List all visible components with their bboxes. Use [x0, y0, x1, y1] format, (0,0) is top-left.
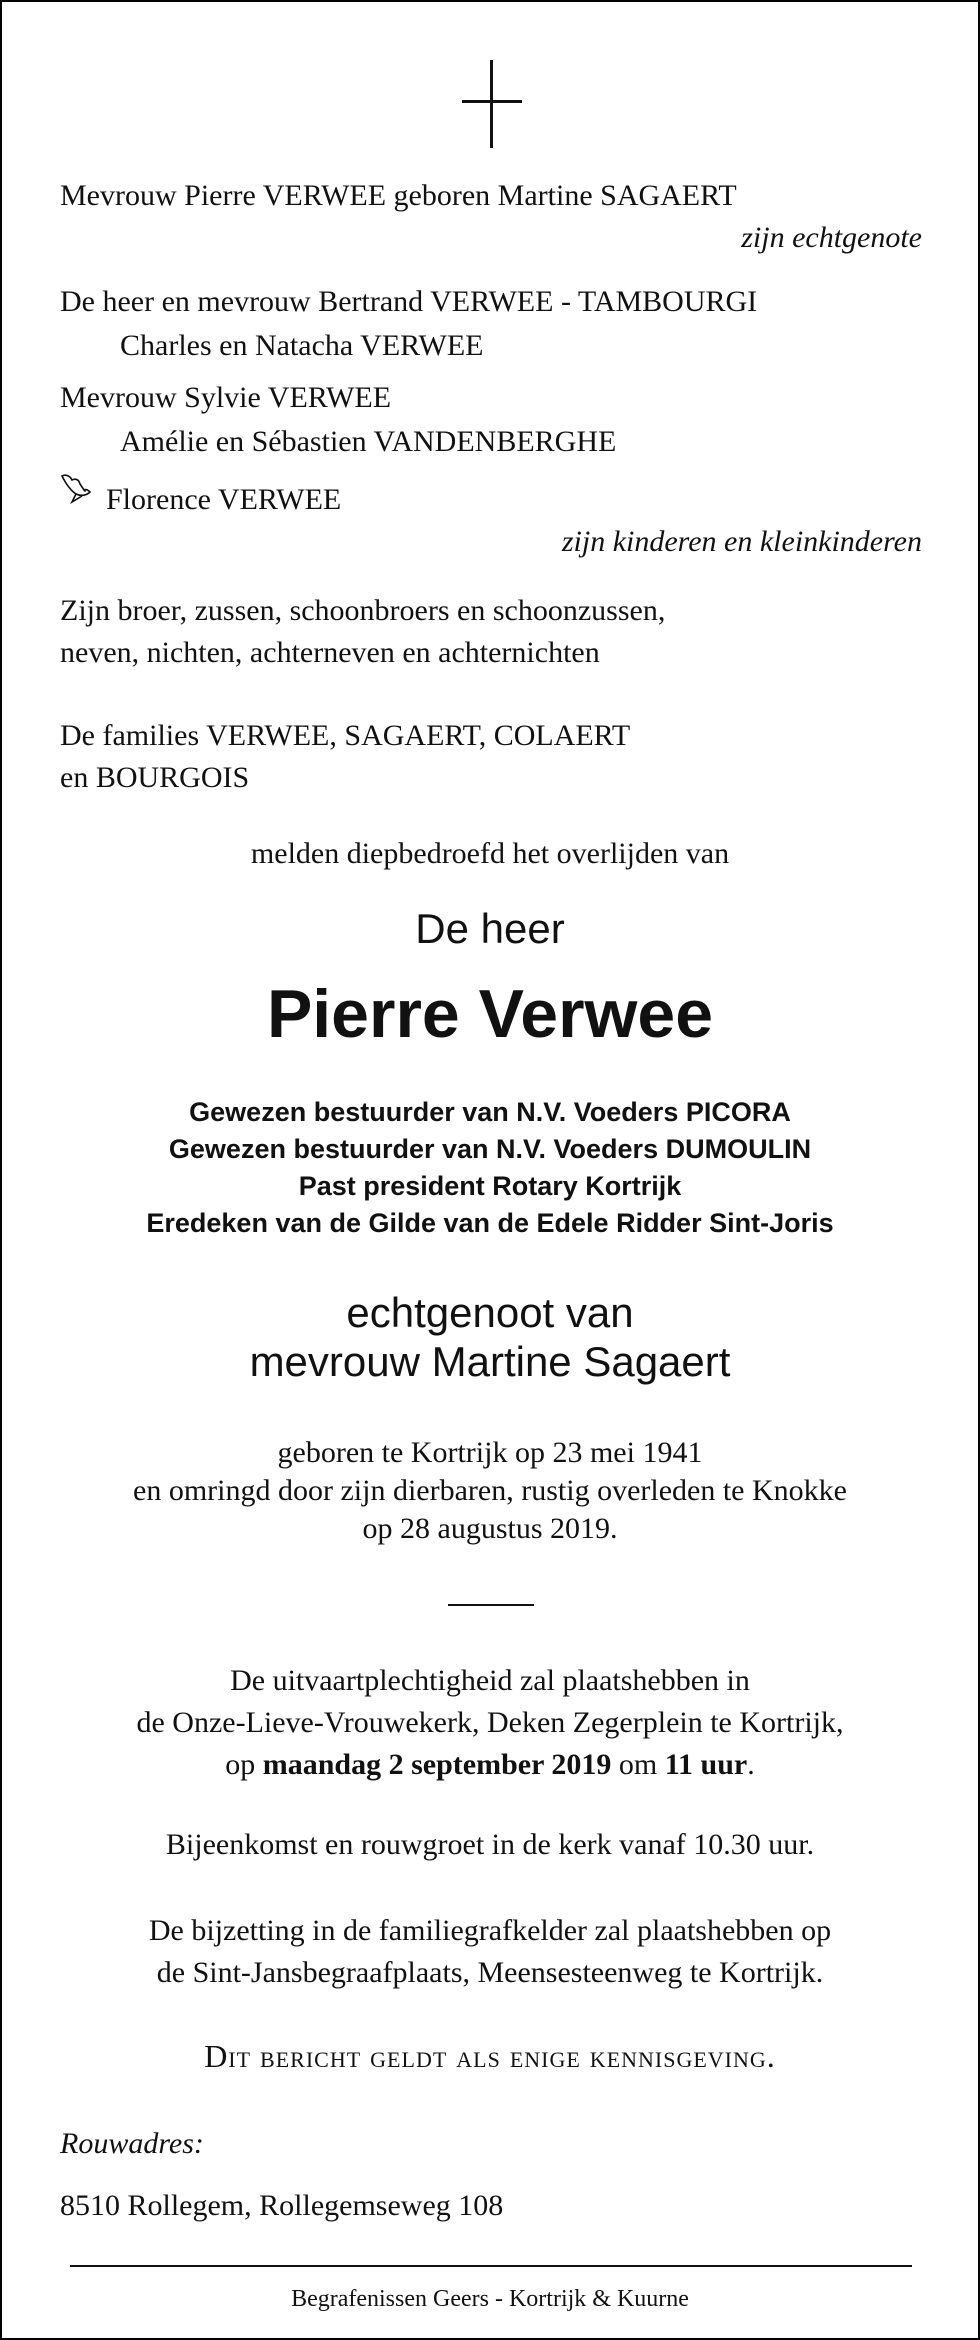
birth-line: geboren te Kortrijk op 23 mei 1941	[277, 1436, 703, 1469]
meeting-line: Bijeenkomst en rouwgroet in de kerk vanaf 10.30 uur.	[165, 1828, 815, 1861]
funeral-home: Begrafenissen Geers - Kortrijk & Kuurne	[291, 2286, 689, 2312]
function-4: Eredeken van de Gilde van de Edele Ridder Sint-Joris	[146, 1208, 834, 1238]
death-line-1: en omringd door zijn dierbaren, rustig overleden te Knokke	[133, 1474, 847, 1507]
address-line: 8510 Rollegem, Rollegemseweg 108	[60, 2189, 504, 2222]
cross-icon	[462, 60, 522, 148]
function-3: Past president Rotary Kortrijk	[298, 1171, 682, 1201]
function-1: Gewezen bestuurder van N.V. Voeders PICORA	[189, 1097, 791, 1127]
family-child-1: De heer en mevrouw Bertrand VERWEE - TAMBOURGI	[60, 285, 758, 318]
deceased-salutation: De heer	[415, 905, 565, 952]
ceremony-hour: 11 uur	[664, 1748, 748, 1781]
address-label: Rouwadres:	[60, 2127, 204, 2160]
families-line-1: De families VERWEE, SAGAERT, COLAERT	[60, 719, 631, 752]
notice-line: Dit bericht geldt als enige kennisgeving.	[204, 2038, 776, 2074]
ceremony-line-2: de Onze-Lieve-Vrouwekerk, Deken Zegerplein te Kortrijk,	[136, 1706, 844, 1739]
separator-rule	[448, 1604, 534, 1606]
function-2: Gewezen bestuurder van N.V. Voeders DUMOULIN	[168, 1134, 812, 1164]
wife-role: zijn echtgenote	[741, 221, 922, 254]
children-role: zijn kinderen en kleinkinderen	[561, 525, 922, 558]
footer-rule	[70, 2265, 912, 2267]
family-child-2: Mevrouw Sylvie VERWEE	[60, 381, 392, 414]
families-line-2: en BOURGOIS	[60, 761, 250, 794]
announcement: melden diepbedroefd het overlijden van	[250, 837, 730, 870]
ceremony-line-1: De uitvaartplechtigheid zal plaatshebben in	[230, 1664, 750, 1697]
death-line-2: op 28 augustus 2019.	[362, 1512, 618, 1545]
family-grandchildren-3: Florence VERWEE	[106, 483, 342, 516]
deceased-name: Pierre Verwee	[266, 976, 714, 1052]
siblings-line-1: Zijn broer, zussen, schoonbroers en schoonzussen,	[60, 594, 666, 627]
family-grandchildren-2: Amélie en Sébastien VANDENBERGHE	[120, 425, 617, 458]
burial-line-2: de Sint-Jansbegraafplaats, Meensesteenweg te Kortrijk.	[156, 1956, 824, 1989]
spouse-line-2: mevrouw Martine Sagaert	[249, 1338, 731, 1385]
dove-icon	[58, 470, 94, 506]
family-wife: Mevrouw Pierre VERWEE geboren Martine SAGAERT	[60, 179, 737, 212]
spouse-line-1: echtgenoot van	[346, 1289, 634, 1336]
ceremony-line-3: op maandag 2 september 2019 om 11 uur.	[225, 1748, 755, 1781]
ceremony-date: maandag 2 september 2019	[262, 1748, 612, 1781]
family-grandchildren-1: Charles en Natacha VERWEE	[120, 329, 484, 362]
burial-line-1: De bijzetting in de familiegrafkelder zal plaatshebben op	[148, 1914, 832, 1947]
siblings-line-2: neven, nichten, achterneven en achternichten	[60, 636, 600, 669]
